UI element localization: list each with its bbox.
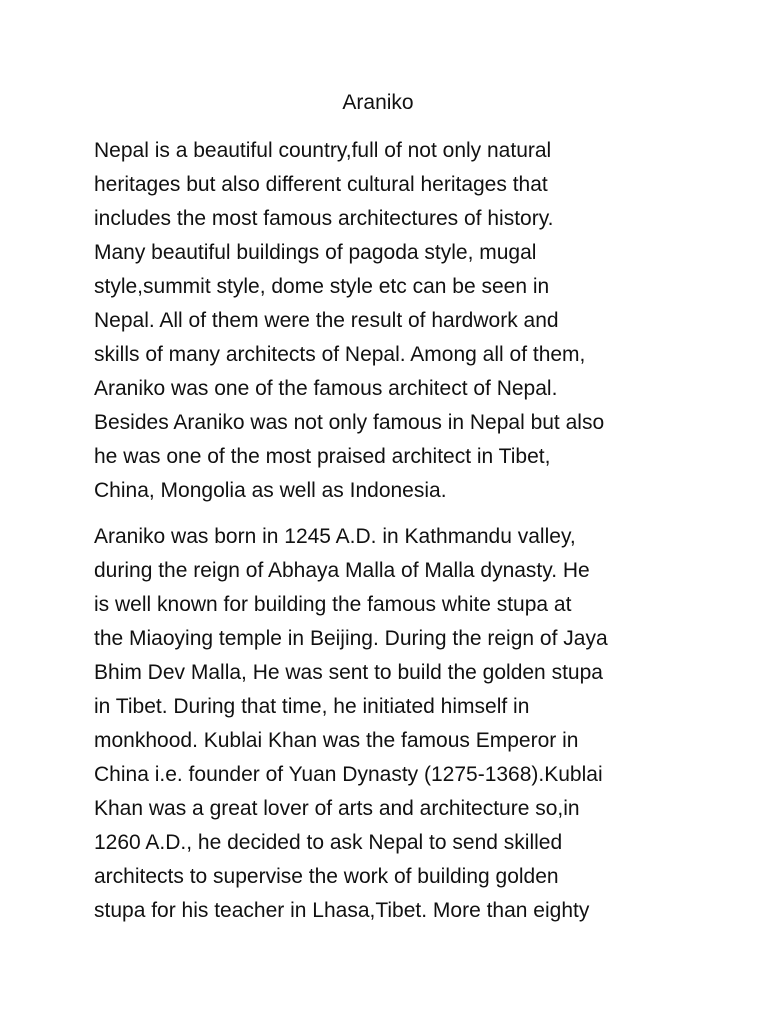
paragraph-2-line-6: in Tibet. During that time, he initiated himself in <box>94 695 530 718</box>
paragraph-1-line-1: Nepal is a beautiful country,full of not only natural <box>94 139 552 162</box>
paragraph-1-line-9: Besides Araniko was not only famous in Nepal but also <box>94 411 605 434</box>
paragraph-2-line-1: Araniko was born in 1245 A.D. in Kathmandu valley, <box>94 525 576 548</box>
paragraph-1-line-2: heritages but also different cultural heritages that <box>94 173 548 196</box>
document-title: Araniko <box>342 91 414 114</box>
paragraph-2-line-7: monkhood. Kublai Khan was the famous Emperor in <box>94 729 579 752</box>
paragraph-1-line-4: Many beautiful buildings of pagoda style, mugal <box>94 241 537 264</box>
paragraph-1-line-8: Araniko was one of the famous architect of Nepal. <box>94 377 558 400</box>
paragraph-2-line-8: China i.e. founder of Yuan Dynasty (1275-1368).Kublai <box>94 763 603 786</box>
paragraph-1-line-10: he was one of the most praised architect in Tibet, <box>94 445 551 468</box>
paragraph-1-line-11: China, Mongolia as well as Indonesia. <box>94 479 447 502</box>
paragraph-2-line-10: 1260 A.D., he decided to ask Nepal to send skilled <box>94 831 563 854</box>
paragraph-2-line-12: stupa for his teacher in Lhasa,Tibet. More than eighty <box>94 899 590 922</box>
paragraph-2-line-9: Khan was a great lover of arts and architecture so,in <box>94 797 580 820</box>
paragraph-2-line-11: architects to supervise the work of building golden <box>94 865 559 888</box>
paragraph-2-line-3: is well known for building the famous white stupa at <box>94 593 572 616</box>
paragraph-1-line-6: Nepal. All of them were the result of hardwork and <box>94 309 559 332</box>
paragraph-1-line-5: style,summit style, dome style etc can be seen in <box>94 275 550 298</box>
paragraph-1-line-7: skills of many architects of Nepal. Among all of them, <box>94 343 586 366</box>
paragraph-2-line-2: during the reign of Abhaya Malla of Malla dynasty. He <box>94 559 590 582</box>
paragraph-2-line-5: Bhim Dev Malla, He was sent to build the golden stupa <box>94 661 603 684</box>
paragraph-1-line-3: includes the most famous architectures of history. <box>94 207 554 230</box>
paragraph-2-line-4: the Miaoying temple in Beijing. During the reign of Jaya <box>94 627 608 650</box>
